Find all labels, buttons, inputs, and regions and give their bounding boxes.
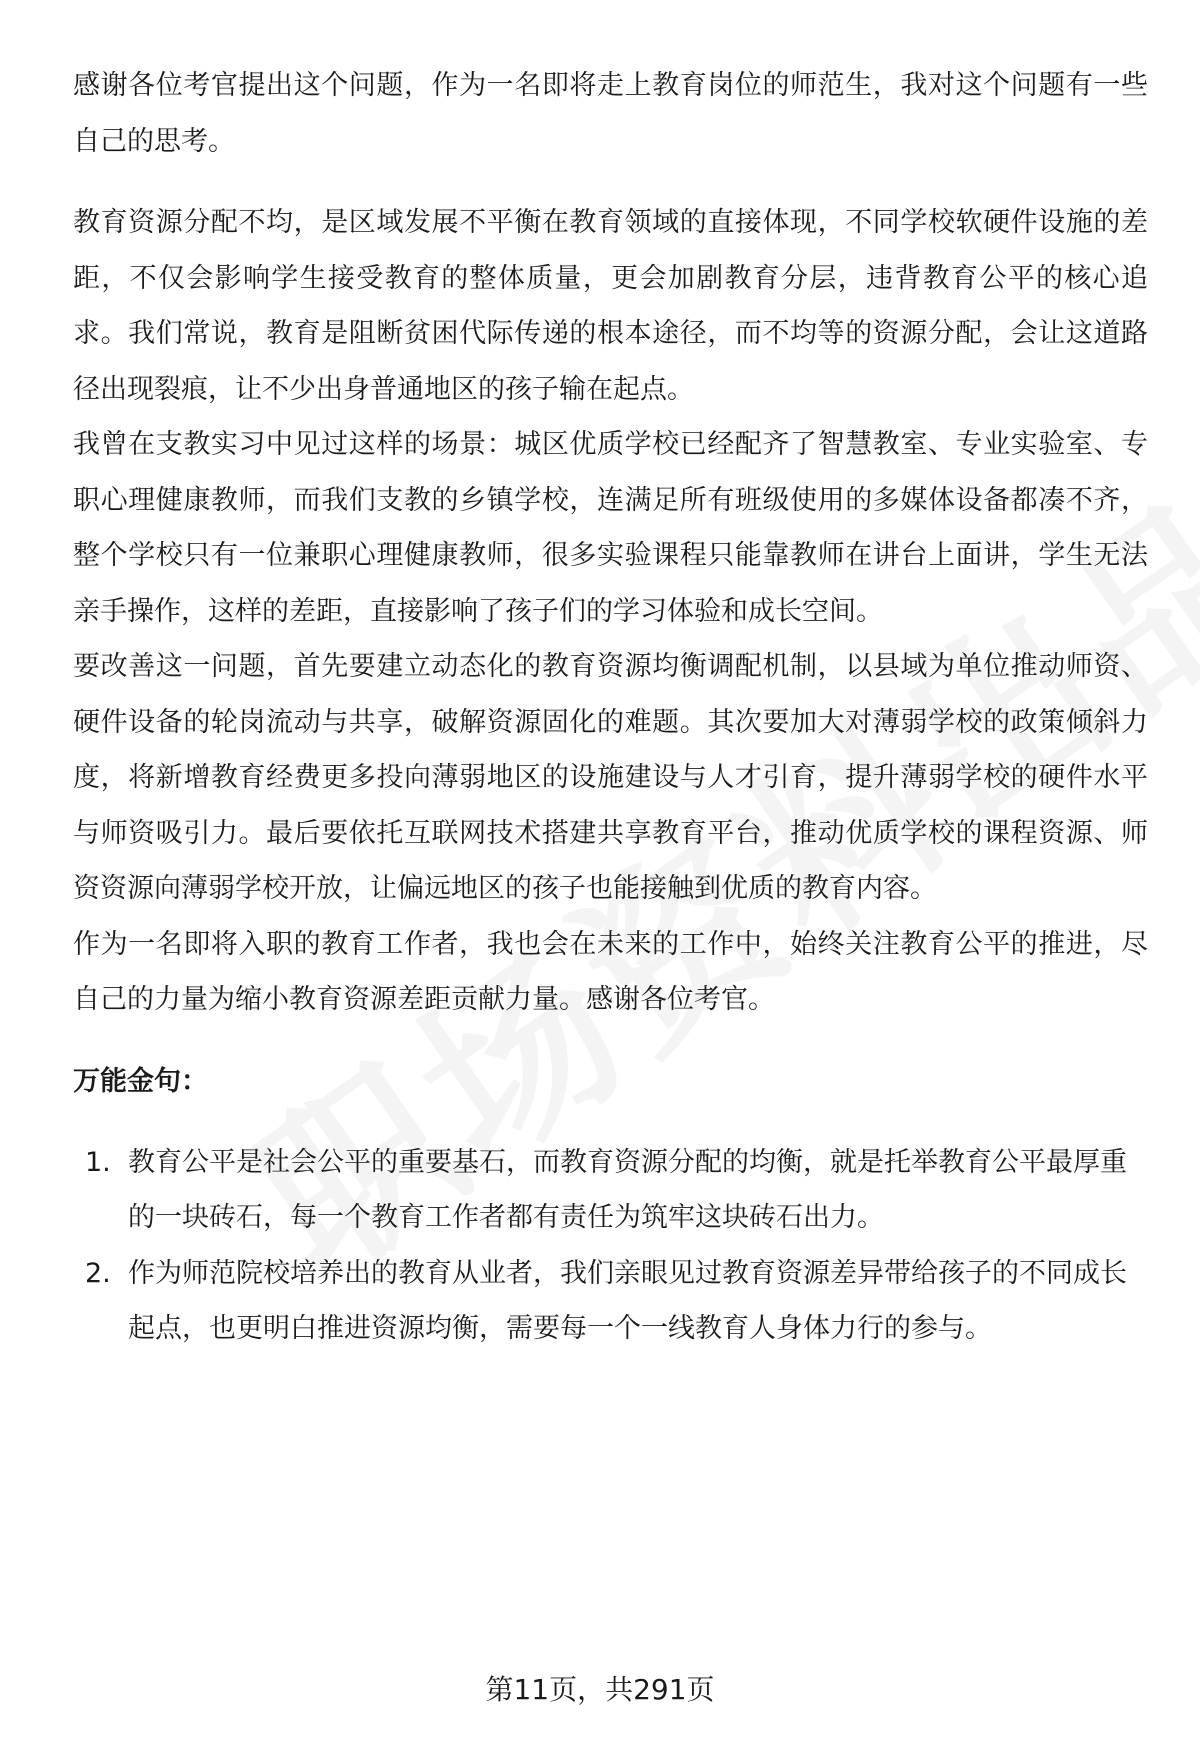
list-item-number: 2. <box>85 1257 111 1289</box>
body-paragraph-2: 我曾在支教实习中见过这样的场景：城区优质学校已经配齐了智慧教室、专业实验室、专职心理健康教师，而我们支教的乡镇学校，连满足所有班级使用的多媒体设备都凑不齐，整个学校只有一位兼职心理健康教师，很多实验课程只能靠教师在讲台上面讲，学生无法亲手操作，这样的差距，直接影响了孩子们的学习体验和成长空间。 <box>73 429 1148 627</box>
page-number: 第11页，共291页 <box>485 1673 715 1706</box>
body-paragraph-1: 教育资源分配不均，是区域发展不平衡在教育领域的直接体现，不同学校软硬件设施的差距，不仅会影响学生接受教育的整体质量，更会加剧教育分层，违背教育公平的核心追求。我们常说，教育是阻断贫困代际传递的根本途径，而不均等的资源分配，会让这道路径出现裂痕，让不少出身普通地区的孩子输在起点。 <box>73 207 1148 405</box>
list-gap <box>73 1109 1148 1135</box>
intro-paragraph: 感谢各位考官提出这个问题，作为一名即将走上教育岗位的师范生，我对这个问题有一些自己的思考。 <box>73 70 1148 157</box>
document-content <box>73 58 1148 1357</box>
quote-list <box>73 1135 1148 1357</box>
body-paragraph-4: 作为一名即将入职的教育工作者，我也会在未来的工作中，始终关注教育公平的推进，尽自己的力量为缩小教育资源差距贡献力量。感谢各位考官。 <box>73 928 1148 1015</box>
list-item-text: 教育公平是社会公平的重要基石，而教育资源分配的均衡，就是托举教育公平最厚重的一块砖石，每一个教育工作者都有责任为筑牢这块砖石出力。 <box>128 1146 1127 1233</box>
list-item-number: 1. <box>85 1146 111 1178</box>
list-item <box>73 1246 1128 1357</box>
list-item <box>73 1135 1128 1246</box>
paragraph-gap <box>73 169 1148 195</box>
section-heading: 万能金句： <box>73 1065 208 1097</box>
list-item-text: 作为师范院校培养出的教育从业者，我们亲眼见过教育资源差异带给孩子的不同成长起点，也更明白推进资源均衡，需要每一个一线教育人身体力行的参与。 <box>128 1257 1127 1344</box>
section-gap <box>73 1028 1148 1054</box>
body-paragraph-3: 要改善这一问题，首先要建立动态化的教育资源均衡调配机制，以县域为单位推动师资、硬件设备的轮岗流动与共享，破解资源固化的难题。其次要加大对薄弱学校的政策倾斜力度，将新增教育经费更多投向薄弱地区的设施建设与人才引育，提升薄弱学校的硬件水平与师资吸引力。最后要依托互联网技术搭建共享教育平台，推动优质学校的课程资源、师资资源向薄弱学校开放，让偏远地区的孩子也能接触到优质的教育内容。 <box>73 651 1148 904</box>
